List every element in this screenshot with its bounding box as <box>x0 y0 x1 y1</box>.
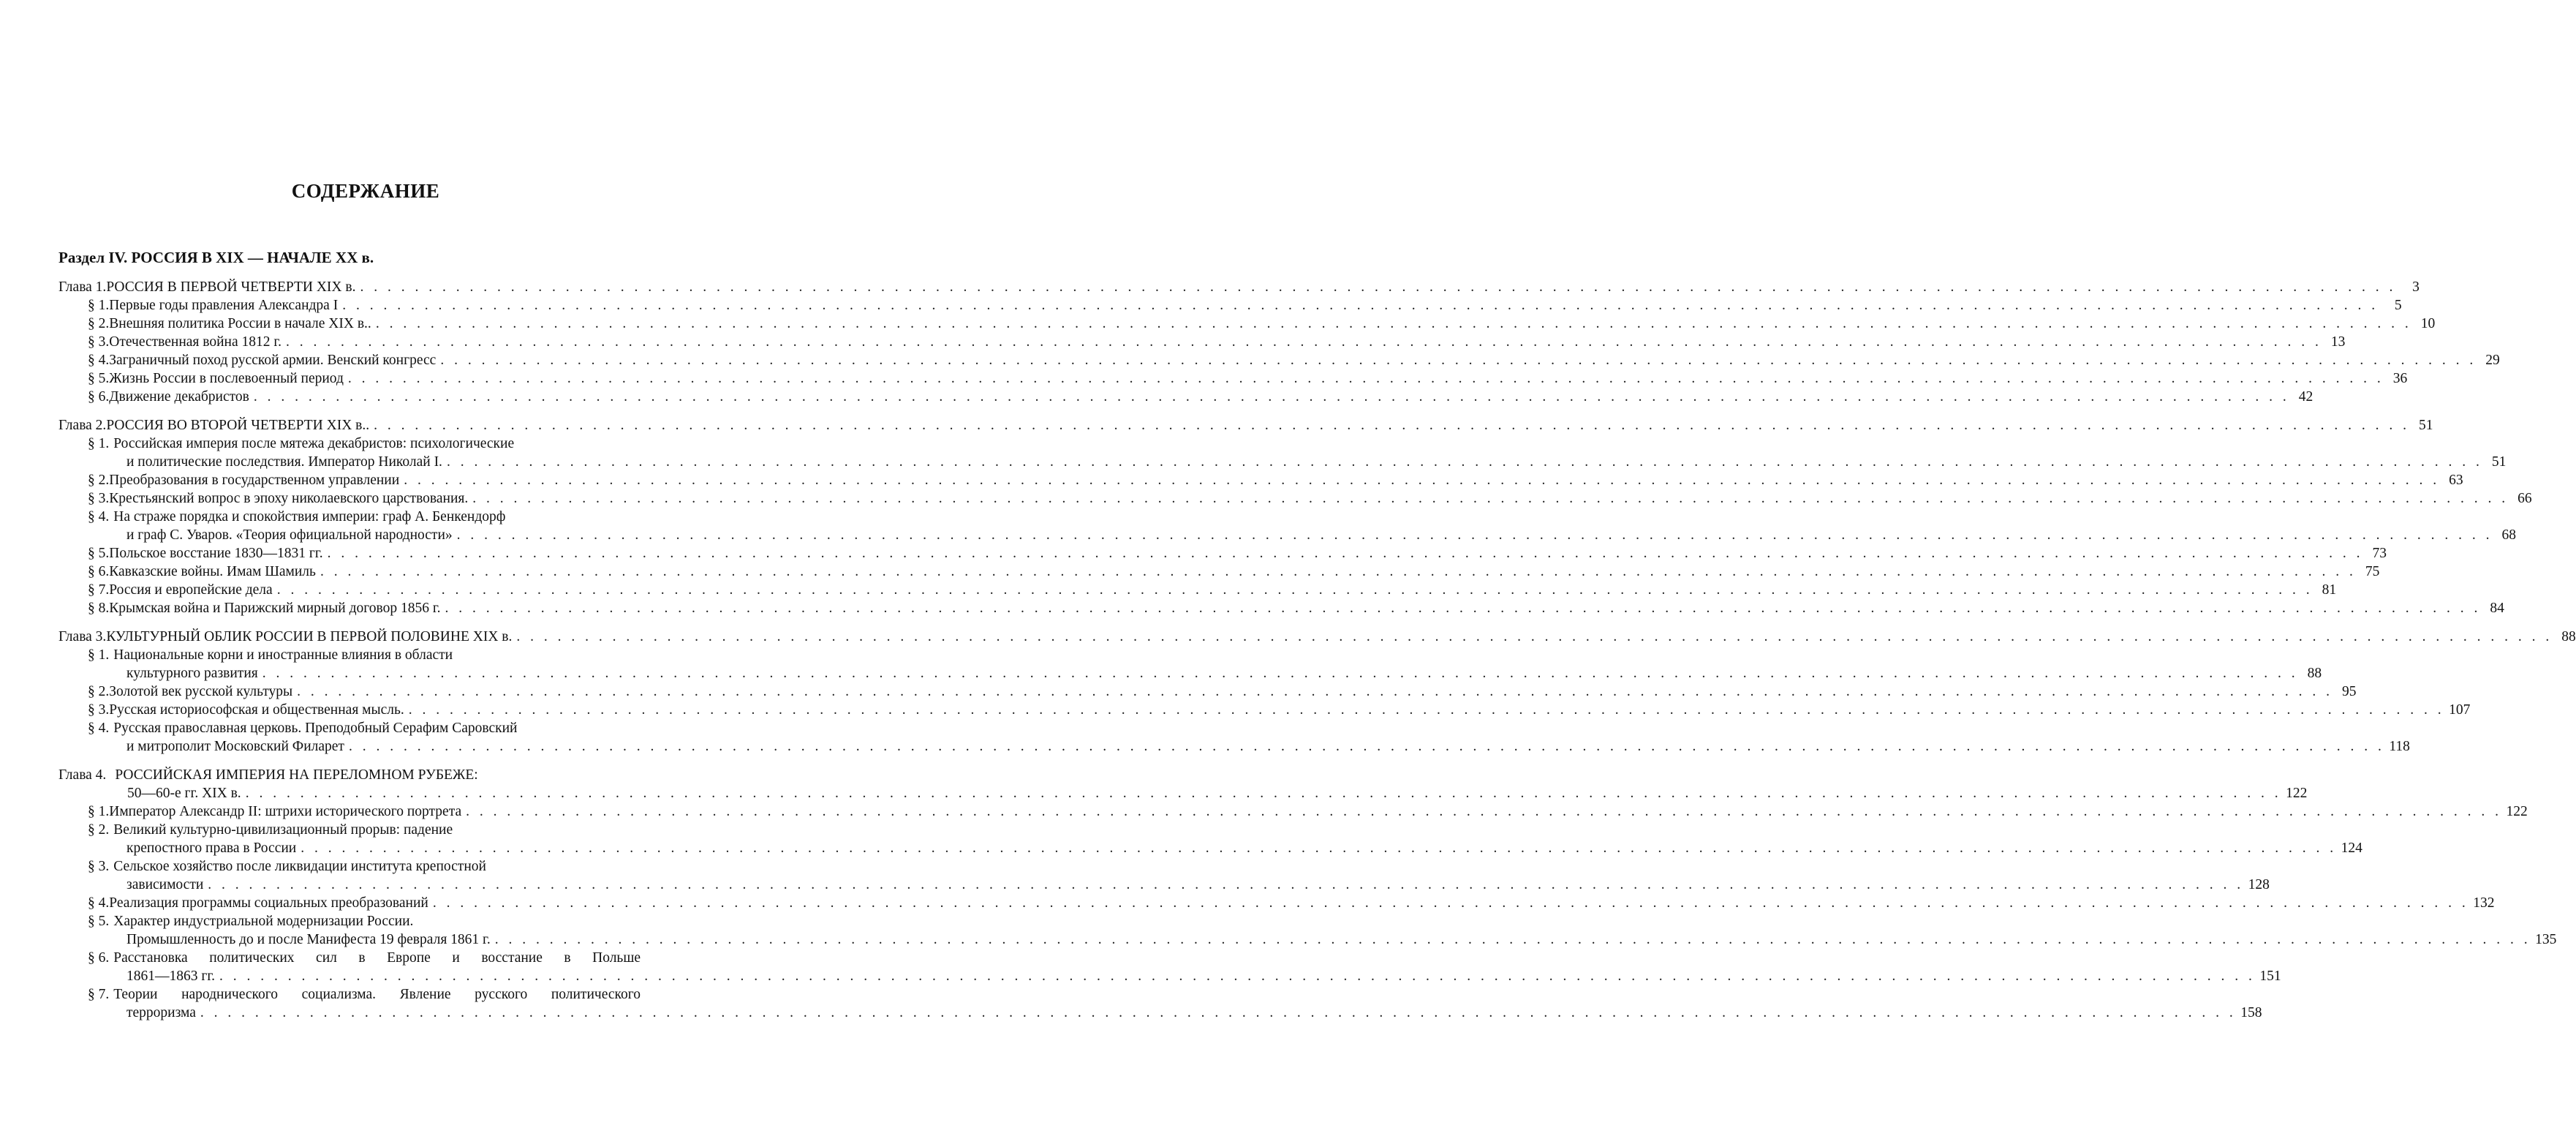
section-continued-line <box>58 453 2507 471</box>
page-number: 42 <box>2298 389 2314 405</box>
leader-dots <box>369 416 2414 435</box>
section-line <box>58 388 2314 406</box>
page-number: 73 <box>2372 546 2387 561</box>
leader-dots <box>404 701 2449 719</box>
section-number: § 2. <box>88 684 110 699</box>
page-number: 95 <box>2341 684 2357 699</box>
section-entry[interactable] <box>58 351 2500 369</box>
section-continued-line <box>58 526 2516 544</box>
page-number: 84 <box>2490 601 2504 616</box>
section-title: Преобразования в государственном управлении <box>109 473 400 488</box>
section-line <box>58 435 641 453</box>
section-line <box>58 563 2380 581</box>
leader-dots <box>491 930 2535 949</box>
section-line <box>58 985 641 1004</box>
section-title: Кавказские войны. Имам Шамиль <box>109 564 316 579</box>
section-number: § 1. <box>88 298 110 313</box>
page-number: 151 <box>2259 969 2281 984</box>
leader-dots <box>428 894 2473 912</box>
page-number: 51 <box>2491 454 2507 470</box>
leader-dots <box>355 278 2400 296</box>
section-line <box>58 333 2346 351</box>
table-of-contents <box>58 278 2576 1022</box>
page-number: 29 <box>2485 353 2500 368</box>
leader-dots <box>323 544 2368 563</box>
section-title: Золотой век русской культуры <box>109 684 293 699</box>
section-line <box>58 949 641 967</box>
leader-dots <box>215 967 2259 985</box>
section-line <box>58 351 2500 369</box>
section-entry[interactable] <box>58 701 2471 719</box>
page-number: 124 <box>2341 840 2362 856</box>
section-number: § 4. <box>88 353 110 368</box>
section-entry[interactable] <box>58 682 2357 701</box>
section-entry[interactable] <box>58 646 2322 682</box>
chapter-label: Глава 2. <box>58 418 107 433</box>
section-line <box>58 821 641 839</box>
page-number: 3 <box>2412 279 2420 295</box>
chapter-line <box>58 628 2576 646</box>
page-number: 66 <box>2518 491 2532 506</box>
section-line <box>58 471 2463 489</box>
section-number: § 3. <box>88 859 110 874</box>
section-number: § 3. <box>88 702 110 718</box>
section-title: Крымская война и Парижский мирный договор 1856 г. <box>109 601 441 616</box>
section-line <box>58 701 2471 719</box>
section-entry[interactable] <box>58 857 2270 894</box>
section-title: Национальные корни и иностранные влияния в области <box>113 647 453 663</box>
leader-dots <box>249 388 2294 406</box>
page-number: 132 <box>2473 895 2495 911</box>
section-number: § 6. <box>88 950 110 966</box>
leader-dots <box>296 839 2341 857</box>
leader-dots <box>282 333 2326 351</box>
section-entry[interactable] <box>58 985 2262 1022</box>
section-title: Характер индустриальной модернизации России. <box>113 914 414 929</box>
section-title-continued: терроризма <box>126 1005 196 1020</box>
leader-dots <box>316 563 2360 581</box>
section-entry[interactable] <box>58 388 2314 406</box>
chapter-label: Глава 1. <box>58 279 107 295</box>
section-number: § 3. <box>88 491 110 506</box>
section-title: Заграничный поход русской армии. Венский конгресс <box>109 353 437 368</box>
section-entry[interactable] <box>58 912 2557 949</box>
chapter-title-continued: 50—60-е гг. XIX в. <box>127 786 241 801</box>
section-entry[interactable] <box>58 489 2532 508</box>
section-title: Отечественная война 1812 г. <box>109 334 282 350</box>
section-line <box>58 581 2337 599</box>
section-number: § 4. <box>88 895 110 911</box>
page-number: 36 <box>2392 371 2408 386</box>
page-number: 88 <box>2307 666 2322 681</box>
section-entry[interactable] <box>58 333 2346 351</box>
chapter-entry[interactable] <box>58 766 2308 802</box>
page-number: 81 <box>2322 582 2337 598</box>
section-title: Сельское хозяйство после ликвидации института крепостной <box>113 859 486 874</box>
section-title-continued: крепостного права в России <box>126 840 297 856</box>
section-title-continued: и митрополит Московский Филарет <box>126 739 344 754</box>
leader-dots <box>344 737 2389 756</box>
section-title-continued: зависимости <box>126 877 204 892</box>
leader-dots <box>344 369 2388 388</box>
section-continued-line <box>58 1004 2262 1022</box>
section-line <box>58 489 2532 508</box>
section-title: Русская православная церковь. Преподобный Серафим Саровский <box>113 721 518 736</box>
page-number: 10 <box>2420 316 2436 331</box>
page-number: 128 <box>2248 877 2270 892</box>
page-number: 122 <box>2286 786 2308 801</box>
section-number: § 2. <box>88 822 110 838</box>
section-entry[interactable] <box>58 719 2410 756</box>
chapter-title: КУЛЬТУРНЫЙ ОБЛИК РОССИИ В ПЕРВОЙ ПОЛОВИНЕ XIX в. <box>106 629 513 644</box>
section-entry[interactable] <box>58 802 2528 821</box>
section-entry[interactable] <box>58 508 2516 544</box>
section-line <box>58 682 2357 701</box>
section-title: Теории народнического социализма. Явление русского политического <box>113 987 641 1002</box>
section-entry[interactable] <box>58 435 2507 471</box>
chapter-line <box>58 278 2420 296</box>
chapter-title: РОССИЙСКАЯ ИМПЕРИЯ НА ПЕРЕЛОМНОМ РУБЕЖЕ: <box>115 767 478 783</box>
page-title: СОДЕРЖАНИЕ <box>291 180 440 202</box>
section-number: § 1. <box>88 436 110 451</box>
page-number: 88 <box>2561 629 2576 644</box>
leader-dots <box>468 489 2512 508</box>
page-number: 5 <box>2394 298 2402 313</box>
section-continued-line <box>58 839 2362 857</box>
section-continued-line <box>58 876 2270 894</box>
section-title: Русская историософская и общественная мысль. <box>109 702 404 718</box>
section-line <box>58 508 641 526</box>
section-line <box>58 912 641 930</box>
section-entry[interactable] <box>58 581 2337 599</box>
page-number: 63 <box>2449 473 2463 488</box>
leader-dots <box>512 628 2556 646</box>
section-number: § 7. <box>88 987 110 1002</box>
section-title: Император Александр II: штрихи исторического портрета <box>109 804 462 819</box>
page-number: 118 <box>2389 739 2410 754</box>
section-number: § 6. <box>88 389 110 405</box>
section-entry[interactable] <box>58 563 2380 581</box>
leader-dots <box>241 786 2286 801</box>
section-title: Польское восстание 1830—1831 гг. <box>109 546 323 561</box>
leader-dots <box>399 471 2444 489</box>
chapter-label: Глава 4. <box>58 767 107 783</box>
section-title: Первые годы правления Александра I <box>109 298 339 313</box>
leader-dots <box>273 581 2317 599</box>
section-line <box>58 646 641 664</box>
chapter-line <box>58 766 641 784</box>
page-number: 51 <box>2419 418 2433 433</box>
page-number: 68 <box>2501 527 2516 543</box>
section-title: Россия и европейские дела <box>109 582 273 598</box>
chapter-line <box>58 416 2433 435</box>
section-title: Жизнь России в послевоенный период <box>109 371 344 386</box>
section-line <box>58 857 641 876</box>
section-continued-line <box>58 664 2322 682</box>
section-title: Внешняя политика России в начале XIX в.. <box>109 316 371 331</box>
section-title-continued: 1861—1863 гг. <box>126 969 216 984</box>
leader-dots <box>453 526 2497 544</box>
section-heading: Раздел IV. РОССИЯ В XIX — НАЧАЛЕ XX в. <box>58 249 374 266</box>
page-number: 158 <box>2240 1005 2262 1020</box>
section-title-continued: культурного развития <box>126 666 258 681</box>
chapter-entry[interactable] <box>58 416 2433 435</box>
section-entry[interactable] <box>58 894 2495 912</box>
page-number: 122 <box>2506 804 2528 819</box>
section-line <box>58 894 2495 912</box>
page-number: 107 <box>2449 702 2471 718</box>
section-title-continued: и политические последствия. Император Николай I. <box>126 454 442 470</box>
section-number: § 2. <box>88 473 110 488</box>
section-title: На страже порядка и спокойствия империи: граф А. Бенкендорф <box>113 509 506 524</box>
section-title: Российская империя после мятежа декабристов: психологические <box>113 436 515 451</box>
section-number: § 3. <box>88 334 110 350</box>
section-line <box>58 544 2387 563</box>
section-line <box>58 599 2504 617</box>
leader-dots <box>338 296 2382 315</box>
section-entry[interactable] <box>58 315 2436 333</box>
section-number: § 6. <box>88 564 110 579</box>
chapter-entry[interactable] <box>58 628 2576 646</box>
chapter-title: РОССИЯ В ПЕРВОЙ ЧЕТВЕРТИ XIX в. <box>106 279 356 295</box>
section-number: § 2. <box>88 316 110 331</box>
chapter-title-continued-line <box>58 784 2308 802</box>
section-title: Реализация программы социальных преобразований <box>109 895 428 911</box>
page-number: 13 <box>2330 334 2346 350</box>
leader-dots <box>258 664 2303 682</box>
section-entry[interactable] <box>58 296 2402 315</box>
section-continued-line <box>58 737 2410 756</box>
section-title-continued: Промышленность до и после Манифеста 19 февраля 1861 г. <box>126 932 491 947</box>
section-continued-line <box>58 967 2281 985</box>
leader-dots <box>371 315 2416 333</box>
section-title: Крестьянский вопрос в эпоху николаевского царствования. <box>109 491 469 506</box>
leader-dots <box>461 802 2506 821</box>
section-entry[interactable] <box>58 471 2463 489</box>
section-entry[interactable] <box>58 544 2387 563</box>
section-title: Расстановка политических сил в Европе и восстание в Польше <box>113 950 641 966</box>
section-number: § 8. <box>88 601 110 616</box>
section-entry[interactable] <box>58 369 2408 388</box>
page-number: 135 <box>2535 932 2557 947</box>
chapter-title: РОССИЯ ВО ВТОРОЙ ЧЕТВЕРТИ XIX в.. <box>106 418 370 433</box>
section-number: § 1. <box>88 647 110 663</box>
chapter-entry[interactable] <box>58 278 2420 296</box>
section-entry[interactable] <box>58 821 2362 857</box>
page-number: 75 <box>2365 564 2380 579</box>
section-number: § 5. <box>88 546 110 561</box>
section-number: § 1. <box>88 804 110 819</box>
section-line <box>58 719 641 737</box>
section-line <box>58 315 2436 333</box>
leader-dots <box>203 876 2248 894</box>
section-entry[interactable] <box>58 949 2281 985</box>
section-number: § 4. <box>88 509 110 524</box>
section-title-continued: и граф С. Уваров. «Теория официальной народности» <box>126 527 453 543</box>
section-line <box>58 296 2402 315</box>
section-continued-line <box>58 930 2557 949</box>
section-line <box>58 369 2408 388</box>
chapter-label: Глава 3. <box>58 629 107 644</box>
section-number: § 5. <box>88 371 110 386</box>
section-entry[interactable] <box>58 599 2504 617</box>
leader-dots <box>441 599 2485 617</box>
section-number: § 5. <box>88 914 110 929</box>
leader-dots <box>292 682 2337 701</box>
section-number: § 4. <box>88 721 110 736</box>
section-line <box>58 802 2528 821</box>
section-number: § 7. <box>88 582 110 598</box>
leader-dots <box>436 351 2480 369</box>
section-title: Движение декабристов <box>109 389 249 405</box>
leader-dots <box>196 1004 2240 1022</box>
section-title: Великий культурно-цивилизационный прорыв: падение <box>113 822 453 838</box>
leader-dots <box>442 453 2487 471</box>
